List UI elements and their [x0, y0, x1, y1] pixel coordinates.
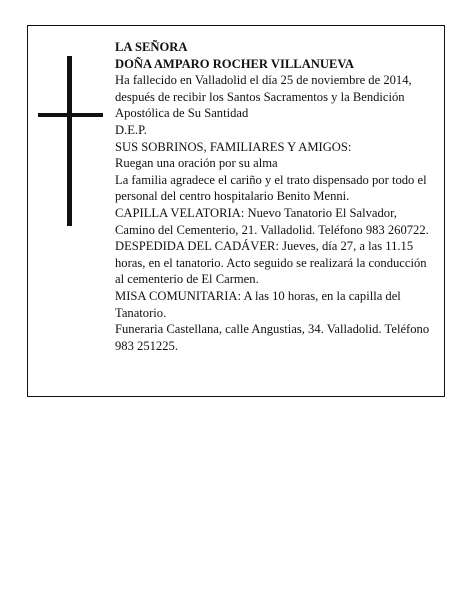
thanks-paragraph: La familia agradece el cariño y el trato dispensado por todo el personal del centro hospitalario Benito Menni.: [115, 172, 427, 204]
mass-paragraph: MISA COMUNITARIA: A las 10 horas, en la capilla del Tanatorio.: [115, 288, 401, 320]
mourners-line: SUS SOBRINOS, FAMILIARES Y AMIGOS:: [115, 139, 352, 154]
funeral-home-paragraph: Funeraria Castellana, calle Angustias, 34. Valladolid. Teléfono 983 251225.: [115, 322, 430, 353]
farewell-paragraph: DESPEDIDA DEL CADÁVER: Jueves, día 27, a las 11.15 horas, en el tanatorio. Acto seguido se realizará la conducción al cementerio de El Carmen.: [115, 239, 427, 287]
chapel-paragraph: CAPILLA VELATORIA: Nuevo Tanatorio El Salvador, Camino del Cementerio, 21. Valladolid. Teléfono 983 260722.: [115, 205, 429, 237]
notice-text: [115, 39, 437, 354]
cross-horizontal-bar: [38, 113, 103, 117]
obituary-notice: [27, 25, 445, 397]
dep-line: D.E.P.: [115, 122, 147, 137]
cross-vertical-bar: [67, 56, 72, 226]
death-announcement: Ha fallecido en Valladolid el día 25 de noviembre de 2014, después de recibir los Santos Sacramentos y la Bendición Apostólica de Su Santidad: [115, 73, 412, 121]
notice-title: LA SEÑORA: [115, 40, 188, 54]
prayer-request: Ruegan una oración por su alma: [115, 156, 278, 171]
deceased-name: DOÑA AMPARO ROCHER VILLANUEVA: [115, 56, 354, 71]
latin-cross-icon: [38, 56, 113, 226]
